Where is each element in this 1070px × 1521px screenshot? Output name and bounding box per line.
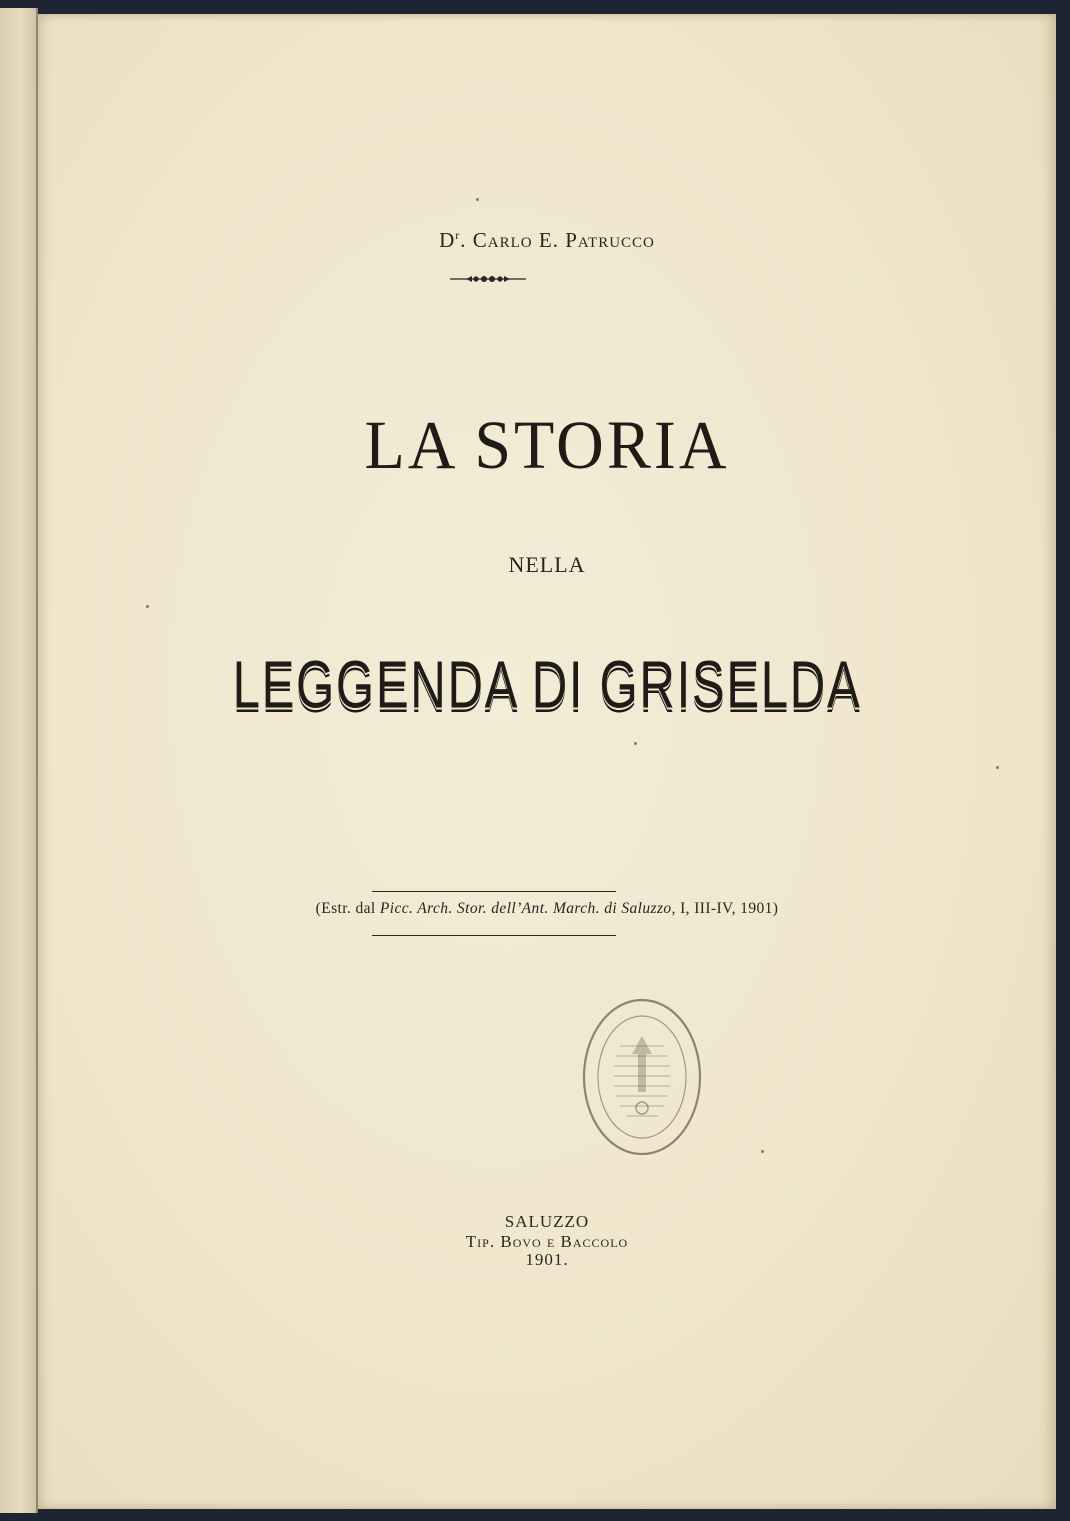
rule-top (372, 891, 616, 892)
title-subtitle: LEGGENDA DI GRISELDA (232, 646, 862, 723)
paper-speck (634, 742, 637, 745)
extract-open: (Estr. dal (315, 900, 380, 917)
paper-speck (996, 766, 999, 769)
author-line (38, 228, 1056, 253)
author-name: . Carlo E. Patrucco (460, 228, 655, 252)
extract-details: , I, III-IV, 1901) (671, 900, 779, 917)
library-stamp-icon (580, 996, 704, 1158)
author-prefix: D (439, 228, 456, 252)
author-prefix-sup: r (455, 228, 461, 242)
rule-bottom (372, 935, 616, 936)
facing-page-edge (0, 8, 38, 1513)
paper-speck (476, 198, 479, 201)
paper-speck (146, 605, 149, 608)
title-connector: NELLA (508, 552, 586, 577)
imprint-city: SALUZZO (504, 1212, 590, 1231)
extract-note (38, 900, 1056, 918)
ornament-divider (448, 272, 528, 286)
title-page (38, 14, 1056, 1509)
imprint-printer: Tip. Bovo e Baccolo (465, 1232, 629, 1251)
imprint-year: 1901. (525, 1250, 569, 1269)
title-main: LA STORIA (364, 407, 730, 484)
extract-journal: Picc. Arch. Stor. dell’Ant. March. di Saluzzo (379, 900, 672, 917)
paper-speck (761, 1150, 764, 1153)
